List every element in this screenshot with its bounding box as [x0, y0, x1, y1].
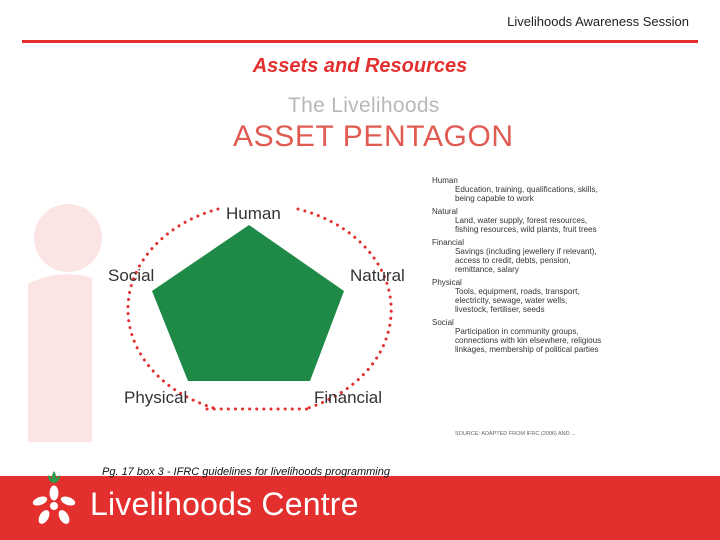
label-physical: Physical: [124, 388, 188, 407]
legend-line: Tools, equipment, roads, transport,: [455, 287, 580, 296]
label-human: Human: [226, 204, 281, 223]
legend-category: Natural: [432, 207, 458, 216]
label-financial: Financial: [314, 388, 383, 407]
livelihoods-centre-logo-icon: [10, 467, 90, 540]
legend-category: Physical: [432, 278, 462, 287]
legend-item: [432, 278, 662, 314]
legend-category: Human: [432, 176, 458, 185]
legend-line: Education, training, qualifications, skills,: [455, 185, 598, 194]
label-natural: Natural: [350, 266, 405, 285]
asset-pentagon-diagram: [95, 195, 425, 425]
slide-title: Assets and Resources: [252, 55, 468, 77]
legend-line: livestock, fertiliser, seeds: [455, 305, 545, 314]
source-note: SOURCE: ADAPTED FROM IFRC (2006) AND ...: [455, 431, 576, 437]
legend-line: Savings (including jewellery if relevant),: [455, 247, 597, 256]
pentagon-heading-large: ASSET PENTAGON: [233, 120, 514, 153]
legend-line: remittance, salary: [455, 265, 519, 274]
figure-caption: Pg. 17 box 3 - IFRC guidelines for livelihoods programming: [102, 466, 390, 478]
legend-category: Social: [432, 318, 454, 327]
legend-line: electricity, sewage, water wells,: [455, 296, 568, 305]
header-text: Livelihoods Awareness Session: [507, 14, 689, 29]
legend-line: access to credit, debts, pension,: [455, 256, 571, 265]
legend-item: [432, 207, 662, 234]
legend-line: Land, water supply, forest resources,: [455, 216, 588, 225]
legend-item: [432, 238, 662, 274]
asset-legend: [432, 176, 662, 358]
label-social: Social: [108, 266, 155, 285]
pentagon-heading-small: The Livelihoods: [288, 94, 440, 117]
legend-category: Financial: [432, 238, 465, 247]
footer-brand-text: Livelihoods Centre: [90, 486, 359, 522]
legend-line: being capable to work: [455, 194, 534, 203]
legend-line: connections with kin elsewhere, religious: [455, 336, 602, 345]
legend-item: [432, 318, 662, 354]
legend-line: fishing resources, wild plants, fruit trees: [455, 225, 597, 234]
legend-line: Participation in community groups,: [455, 327, 579, 336]
legend-line: linkages, membership of political parties: [455, 345, 599, 354]
legend-item: [432, 176, 662, 203]
pentagon-shape: [152, 225, 344, 381]
header-divider: [22, 40, 698, 43]
